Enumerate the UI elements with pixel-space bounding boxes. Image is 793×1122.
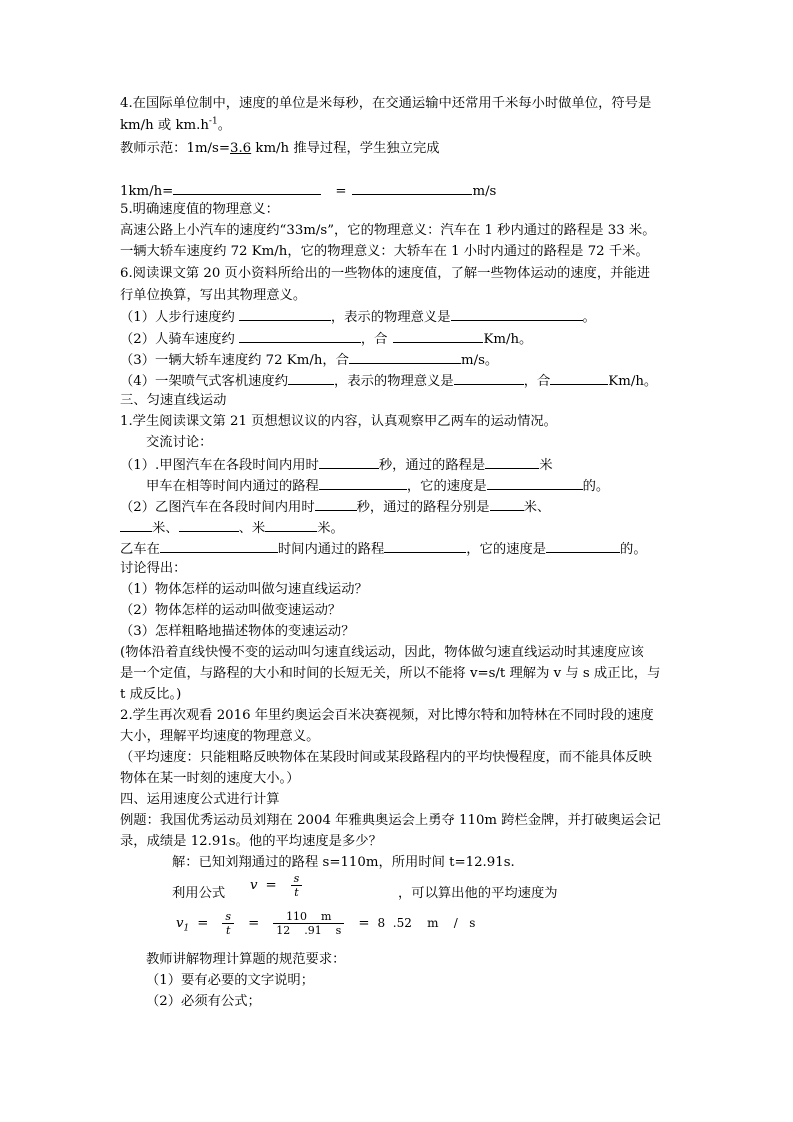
line-text: 1km/h=	[120, 184, 174, 199]
text-line	[120, 811, 661, 831]
line-text: （2）人骑车速度约	[120, 332, 235, 347]
answer-blank[interactable]	[120, 517, 152, 532]
formula-result: 8 .52 m / s	[377, 916, 476, 930]
line-text: 的。	[620, 542, 647, 557]
line-text: 。	[217, 118, 231, 133]
answer-blank[interactable]	[265, 517, 317, 532]
fraction-denominator: 12 .91 s	[276, 924, 342, 937]
text-line	[172, 853, 515, 873]
line-text: 1.学生阅读课文第 21 页想想议议的内容，认真观察甲乙两车的运动情况。	[120, 414, 557, 429]
formula-fraction	[222, 910, 234, 937]
answer-blank[interactable]	[315, 496, 357, 511]
text-line	[120, 264, 650, 284]
line-text: （1）人步行速度约	[120, 310, 235, 325]
speed-formula	[250, 872, 308, 899]
line-text: 甲车在相等时间内通过的路程	[146, 479, 319, 494]
line-text: （3）怎样粗略地描述物体的变速运动？	[120, 624, 355, 639]
line-text: Km/h。	[483, 332, 533, 347]
line-text: 、米	[238, 521, 266, 536]
line-text: 米、	[152, 521, 179, 536]
formula-operator: =	[248, 916, 260, 931]
section-heading: 四、运用速度公式进行计算	[120, 792, 280, 807]
line-text: 录，成绩是 12.91s。他的平均速度是多少？	[120, 834, 382, 849]
text-line	[120, 517, 344, 539]
line-text: 教师示范：1m/s=	[120, 141, 230, 156]
line-text: 4.在国际单位制中，速度的单位是米每秒，在交通运输中还常用千米每小时做单位，符号是	[120, 96, 652, 111]
line-text: km/h 或 km.h	[120, 118, 209, 133]
answer-blank[interactable]	[546, 538, 620, 553]
formula-symbol: v	[176, 916, 184, 931]
line-text: ，它的速度是	[406, 479, 487, 494]
text-line	[120, 94, 651, 114]
text-line	[120, 242, 649, 262]
text-line	[146, 971, 314, 991]
text-line	[120, 559, 186, 579]
line-text: 一辆大轿车速度约 72 Km/h，它的物理意义：大轿车在 1 小时内通过的路程是 72 千米。	[120, 244, 649, 259]
answer-blank[interactable]	[349, 349, 461, 364]
line-text: 交流讨论：	[146, 435, 213, 450]
text-line	[120, 454, 553, 476]
text-line	[120, 286, 306, 306]
formula-fraction	[273, 910, 344, 937]
line-text: ，可以算出他的平均速度为	[398, 886, 558, 901]
line-text: km/h 推导过程，学生独立完成	[251, 141, 440, 156]
text-line	[146, 992, 261, 1012]
formula-fraction	[291, 872, 303, 899]
line-text: 。	[582, 310, 596, 325]
line-text: m/s	[472, 184, 497, 199]
text-line	[120, 685, 181, 705]
line-text: （2）物体怎样的运动叫做变速运动？	[120, 603, 342, 618]
answer-blank[interactable]	[239, 306, 331, 321]
line-text: Km/h。	[608, 374, 658, 389]
text-line	[120, 370, 657, 392]
line-text: 是一个定值，与路程的大小和时间的长短无关，所以不能将 v=s/t 理解为 v 与 s 成正比，与	[120, 666, 661, 681]
text-line	[120, 622, 355, 642]
text-line	[120, 180, 496, 202]
line-text: 的。	[582, 479, 610, 494]
line-text: 米	[539, 458, 553, 473]
line-text: 教师讲解物理计算题的规范要求：	[146, 952, 346, 967]
answer-blank[interactable]	[288, 370, 334, 385]
text-line	[120, 643, 644, 663]
line-text: 物体在某一时刻的速度大小。）	[120, 771, 300, 786]
text-line	[120, 221, 656, 241]
formula-operator: =	[358, 916, 370, 931]
superscript: -1	[208, 116, 218, 127]
answer-blank[interactable]	[160, 538, 278, 553]
line-text: m/s。	[460, 353, 499, 368]
line-text: 2.学生再次观看 2016 年里约奥运会百米决赛视频，对比博尔特和加特林在不同时段的速度	[120, 708, 654, 723]
answer-blank[interactable]	[239, 328, 361, 343]
line-text: 5.明确速度值的物理意义：	[120, 202, 279, 217]
text-line	[120, 116, 231, 136]
text-line	[120, 664, 660, 684]
answer-blank[interactable]	[451, 306, 583, 321]
text-line	[120, 727, 319, 747]
answer-blank[interactable]	[393, 328, 483, 343]
text-line	[120, 328, 532, 350]
answer-blank[interactable]	[319, 454, 379, 469]
line-text: 乙车在	[120, 542, 160, 557]
line-text: ，合	[360, 332, 388, 347]
text-line	[120, 601, 341, 621]
line-text: 例题：我国优秀运动员刘翔在 2004 年雅典奥运会上勇夺 110m 跨栏金牌，并打破奥运会记	[120, 813, 661, 828]
line-text: ，合	[523, 374, 551, 389]
line-text: 利用公式	[172, 886, 226, 901]
text-line	[120, 306, 596, 328]
text-line	[120, 200, 279, 220]
calculation-formula	[176, 910, 475, 937]
formula-operator: =	[265, 878, 277, 893]
line-text: 行单位换算，写出其物理意义。	[120, 288, 307, 303]
text-line	[146, 475, 609, 497]
formula-subscript: 1	[183, 923, 190, 934]
line-text: 秒，通过的路程是	[378, 458, 486, 473]
fraction-denominator: t	[226, 924, 231, 937]
text-line	[120, 538, 647, 560]
fraction-numerator: 110 m	[286, 910, 332, 923]
text-line	[120, 790, 280, 810]
line-text: ，表示的物理意义是	[334, 374, 454, 389]
line-text: 米、	[523, 500, 551, 515]
line-text: 解：已知刘翔通过的路程 s=110m，所用时间 t=12.91s.	[172, 855, 515, 870]
answer-blank[interactable]	[179, 517, 239, 532]
line-text: （2）必须有公式；	[146, 994, 261, 1009]
line-text: （4）一架喷气式客机速度约	[120, 374, 289, 389]
answer-blank[interactable]	[490, 496, 524, 511]
answer-blank[interactable]	[384, 538, 466, 553]
text-line	[120, 391, 226, 411]
filled-answer: 3.6	[230, 141, 252, 156]
line-text: 时间内通过的路程	[277, 542, 385, 557]
line-text: 米。	[317, 521, 344, 536]
line-text: t 成反比。)	[120, 687, 182, 702]
line-text: ，它的速度是	[466, 542, 547, 557]
line-text: （2）乙图汽车在各段时间内用时	[120, 500, 315, 515]
answer-blank[interactable]	[550, 370, 608, 385]
line-text: 讨论得出：	[120, 561, 187, 576]
text-line	[172, 884, 225, 904]
text-line	[120, 748, 652, 768]
answer-blank[interactable]	[454, 370, 524, 385]
line-text: ，表示的物理意义是	[330, 310, 451, 325]
section-heading: 三、匀速直线运动	[120, 393, 227, 408]
line-text: （平均速度：只能粗略反映物体在某段时间或某段路程内的平均快慢程度，而不能具体反映	[120, 750, 652, 765]
answer-blank[interactable]	[485, 454, 539, 469]
line-text: 秒，通过的路程分别是	[356, 500, 490, 515]
fraction-numerator: s	[293, 872, 300, 885]
answer-blank[interactable]	[319, 475, 407, 490]
text-line	[398, 884, 558, 904]
line-text: （1）.甲图汽车在各段时间内用时	[120, 458, 319, 473]
answer-blank[interactable]	[487, 475, 583, 490]
line-text: 大小，理解平均速度的物理意义。	[120, 729, 320, 744]
line-text: =	[335, 184, 347, 199]
formula-symbol: v	[250, 878, 258, 893]
line-text: （1）物体怎样的运动叫做匀速直线运动？	[120, 582, 368, 597]
line-text: 高速公路上小汽车的速度约“33m/s”，它的物理意义：汽车在 1 秒内通过的路程是 33 米。	[120, 223, 656, 238]
formula-operator: =	[197, 916, 209, 931]
fraction-denominator: t	[294, 886, 299, 899]
text-line	[120, 139, 440, 159]
text-line	[120, 832, 382, 852]
line-text: (物体沿着直线快慢不变的运动叫匀速直线运动，因此，物体做匀速直线运动时其速度应该	[120, 645, 644, 660]
text-line	[120, 706, 654, 726]
answer-blank[interactable]	[173, 180, 321, 195]
text-line	[120, 412, 557, 432]
text-line	[120, 496, 550, 518]
line-text: 6.阅读课文第 20 页小资料所给出的一些物体的速度值，了解一些物体运动的速度，并能进	[120, 266, 651, 281]
text-line	[146, 950, 345, 970]
text-line	[120, 769, 300, 789]
line-text: （1）要有必要的文字说明；	[146, 973, 315, 988]
answer-blank[interactable]	[352, 180, 472, 195]
fraction-numerator: s	[225, 910, 232, 923]
text-line	[120, 580, 368, 600]
text-line	[146, 433, 212, 453]
line-text: （3）一辆大轿车速度约 72 Km/h，合	[120, 353, 349, 368]
text-line	[120, 349, 498, 371]
